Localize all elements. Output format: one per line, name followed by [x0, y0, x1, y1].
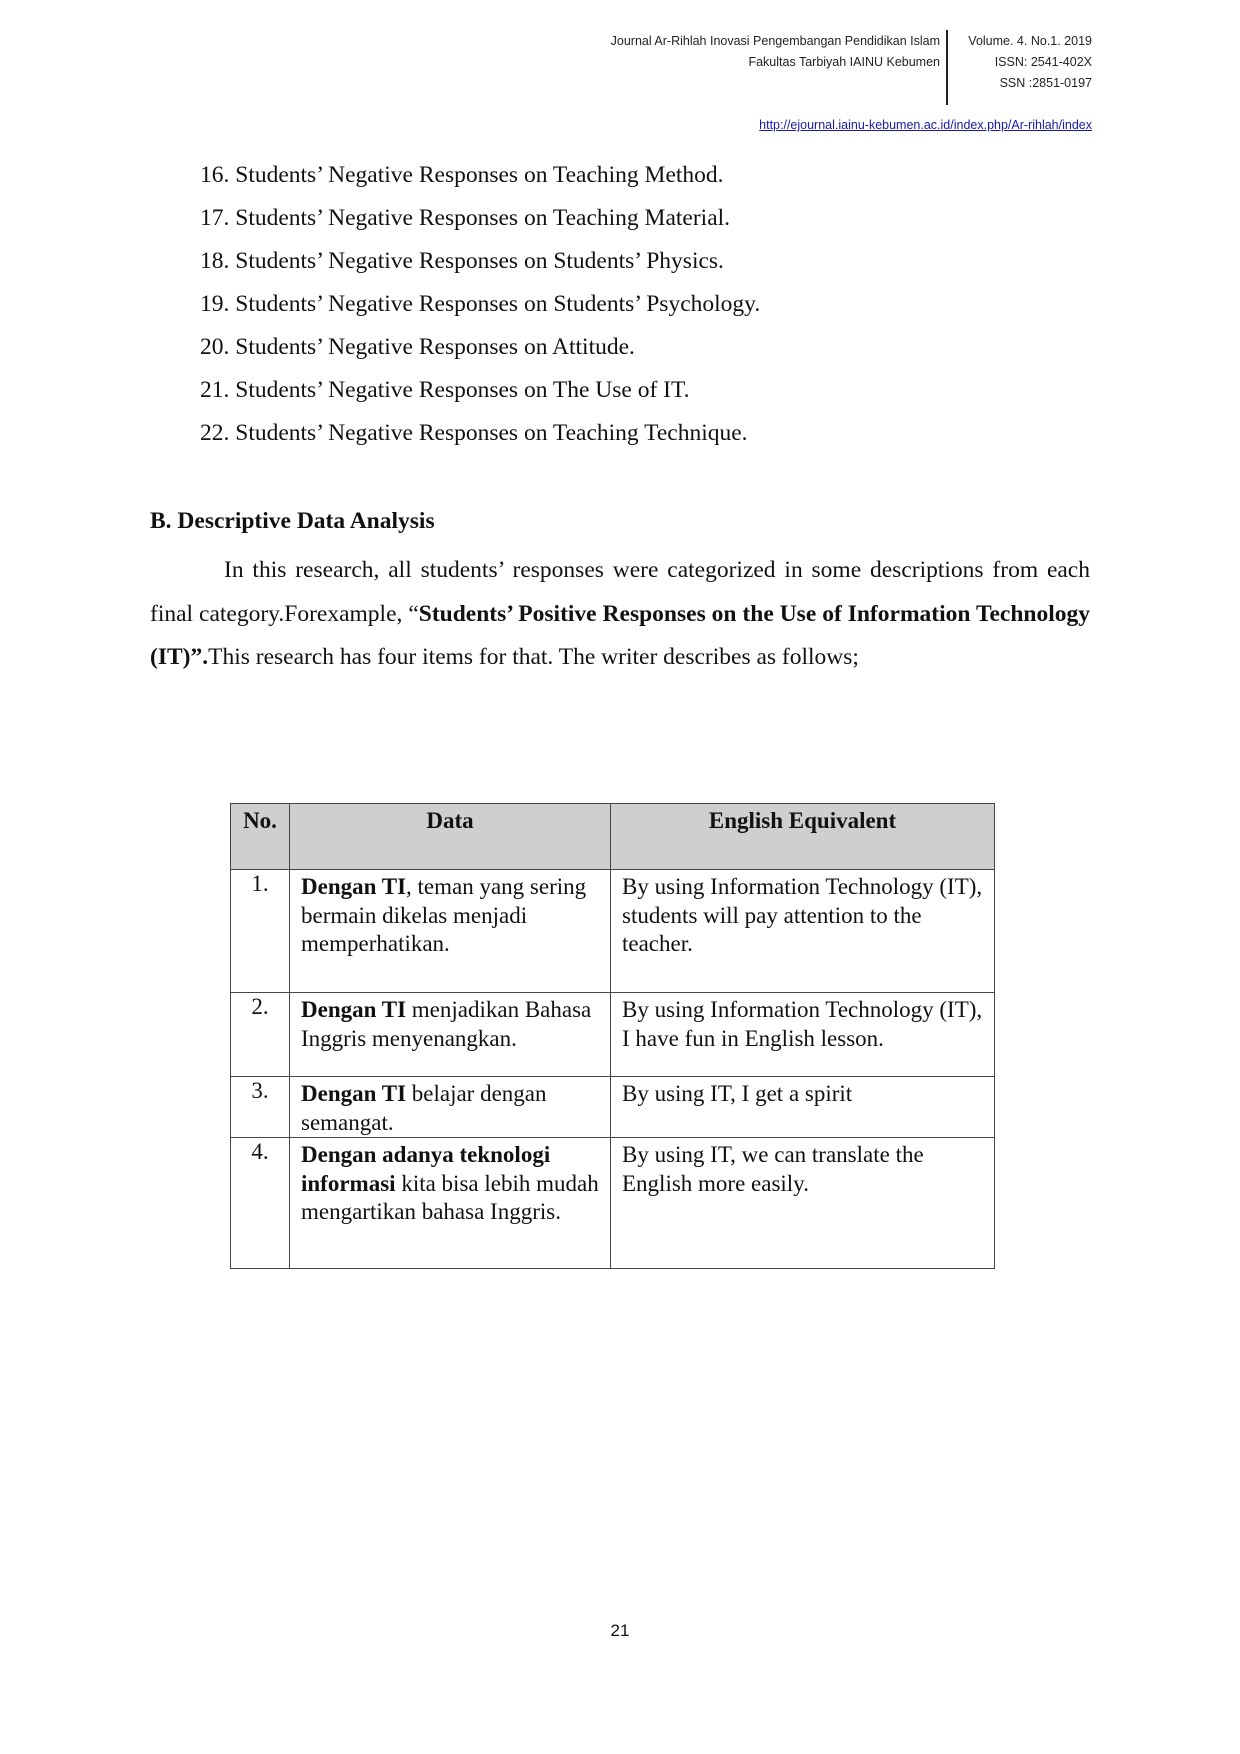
column-header-english: English Equivalent	[611, 804, 995, 870]
english-cell: By using IT, I get a spirit	[611, 1077, 995, 1138]
section-heading: B. Descriptive Data Analysis	[150, 508, 435, 534]
list-item: 22. Students’ Negative Responses on Teaching Technique.	[200, 420, 748, 446]
page-number: 21	[610, 1621, 630, 1640]
data-text: kita bisa lebih mudah mengartikan bahasa Inggris.	[301, 1170, 599, 1224]
faculty-name: Fakultas Tarbiyah IAINU Kebumen	[748, 55, 940, 69]
data-bold-text: Dengan adanya teknologi informasi	[301, 1142, 551, 1196]
table-row	[231, 870, 995, 993]
column-header-data: Data	[290, 804, 611, 870]
english-cell: By using IT, we can translate the English more easily.	[611, 1138, 995, 1269]
journal-header	[611, 31, 940, 73]
table-row	[231, 993, 995, 1077]
body-paragraph	[150, 549, 1090, 680]
list-item: 16. Students’ Negative Responses on Teaching Method.	[200, 162, 724, 188]
data-bold-text: Dengan TI	[301, 874, 407, 899]
column-header-no: No.	[231, 804, 290, 870]
data-bold-text: Dengan TI	[301, 997, 407, 1022]
journal-url-link[interactable]: http://ejournal.iainu-kebumen.ac.id/index.php/Ar-rihlah/index	[759, 118, 1092, 132]
paragraph-bold-phrase: Students’ Positive Responses on the Use of Information Technology (IT)”.	[150, 600, 1091, 670]
data-cell	[290, 1138, 611, 1269]
responses-table	[230, 803, 995, 1269]
negative-responses-list	[200, 160, 760, 461]
list-item: 17. Students’ Negative Responses on Teaching Material.	[200, 205, 731, 231]
table-row	[231, 1138, 995, 1269]
list-item: 21. Students’ Negative Responses on The Use of IT.	[200, 377, 690, 403]
list-item: 19. Students’ Negative Responses on Students’ Psychology.	[200, 291, 761, 317]
table-row	[231, 1077, 995, 1138]
english-cell: By using Information Technology (IT), students will pay attention to the teacher.	[611, 870, 995, 993]
header-divider	[946, 30, 948, 105]
data-text: belajar dengan semangat.	[301, 1081, 547, 1135]
journal-meta	[968, 31, 1092, 94]
issn-info: ISSN: 2541-402X	[994, 55, 1092, 69]
data-text: , teman yang sering bermain dikelas menjadi memperhatikan.	[301, 874, 587, 956]
paragraph-text-start: In this research, all students’ responses were categorized in some descriptions from each final category.Forexample, “	[150, 557, 1090, 627]
table-header-row	[231, 804, 995, 870]
english-cell: By using Information Technology (IT), I have fun in English lesson.	[611, 993, 995, 1077]
data-text: menjadikan Bahasa Inggris menyenangkan.	[301, 997, 592, 1051]
row-number: 2.	[231, 993, 290, 1077]
row-number: 1.	[231, 870, 290, 993]
paragraph-text-end: This research has four items for that. The writer describes as follows;	[208, 644, 859, 670]
volume-info: Volume. 4. No.1. 2019	[968, 34, 1092, 48]
list-item: 18. Students’ Negative Responses on Students’ Physics.	[200, 248, 724, 274]
ssn-info: SSN :2851-0197	[999, 76, 1092, 90]
data-cell	[290, 870, 611, 993]
data-bold-text: Dengan TI	[301, 1081, 407, 1106]
data-cell	[290, 993, 611, 1077]
row-number: 4.	[231, 1138, 290, 1269]
data-cell	[290, 1077, 611, 1138]
list-item: 20. Students’ Negative Responses on Attitude.	[200, 334, 635, 360]
journal-name: Journal Ar-Rihlah Inovasi Pengembangan Pendidikan Islam	[610, 34, 940, 48]
row-number: 3.	[231, 1077, 290, 1138]
